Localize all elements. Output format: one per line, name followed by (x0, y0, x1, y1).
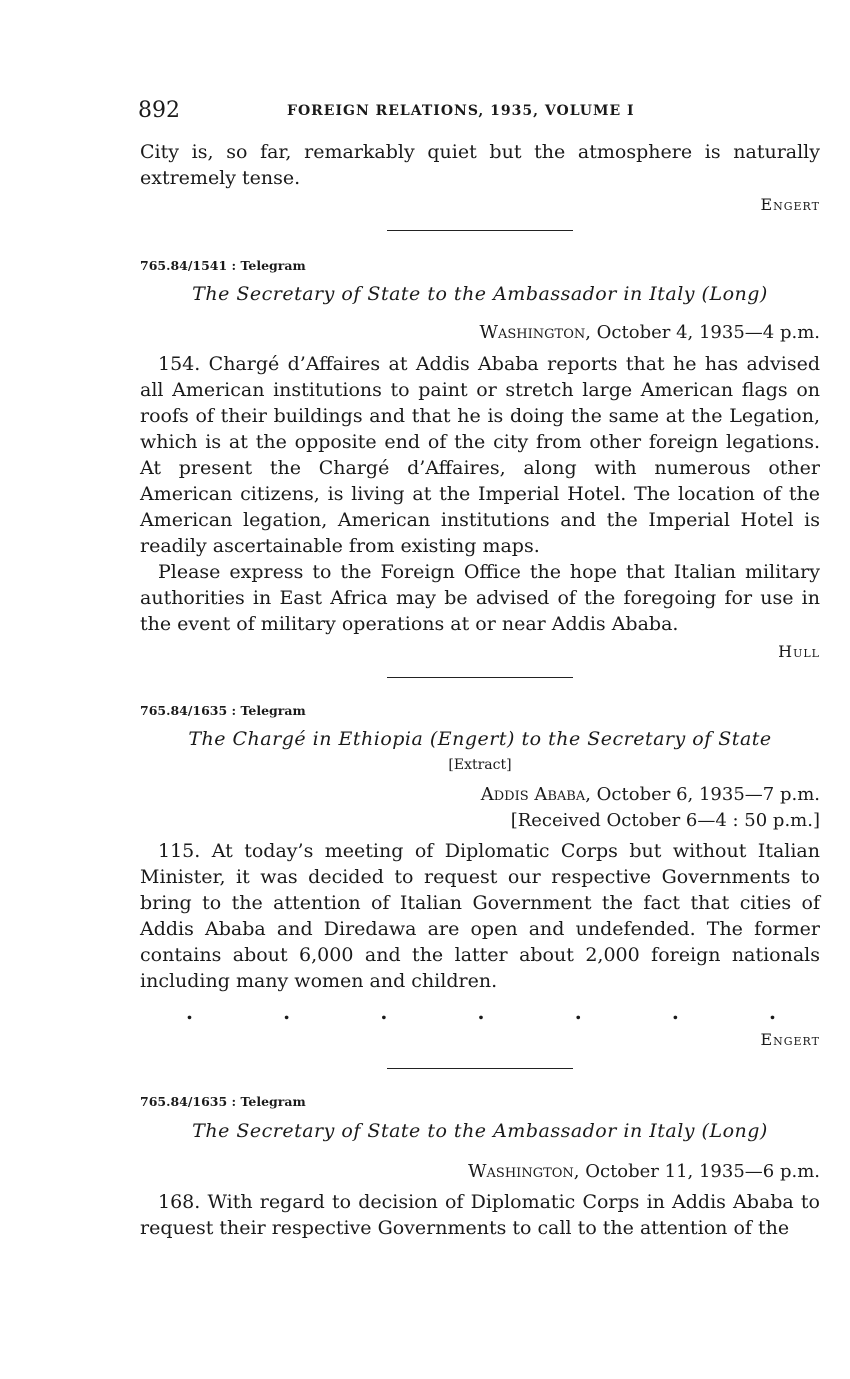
ellipsis-dot: . (574, 1000, 582, 1024)
paragraph-168: 168. With regard to decision of Diplomatic Corps in Addis Ababa to request their respective Governments to call to the attention of the (140, 1191, 820, 1239)
ellipsis-dot: . (769, 1000, 776, 1024)
document-title-3: The Secretary of State to the Ambassador in Italy (Long) (192, 1120, 768, 1142)
section-divider-2 (387, 677, 573, 678)
dateline-date-2: , October 6, 1935—7 p.m. (585, 784, 820, 805)
signature-engert-2: Engert (760, 1030, 820, 1049)
ellipsis-dot: . (671, 1000, 679, 1024)
dateline-3 (140, 1159, 820, 1185)
ellipsis-dot: . (186, 1000, 193, 1024)
dateline-place-2: Addis Ababa (480, 784, 586, 805)
signature-engert-1: Engert (760, 195, 820, 214)
dateline-place-3: Washington (468, 1161, 574, 1182)
page-header (140, 96, 820, 132)
file-reference-2: 765.84/1635 : Telegram (140, 703, 306, 718)
dateline-1 (140, 320, 820, 346)
ellipsis-dot: . (477, 1000, 485, 1024)
document-title-1: The Secretary of State to the Ambassador in Italy (Long) (192, 283, 768, 305)
running-title: FOREIGN RELATIONS, 1935, VOLUME I (287, 103, 635, 119)
section-divider-1 (387, 230, 573, 231)
ellipsis-row (140, 1002, 820, 1022)
file-reference-3: 765.84/1635 : Telegram (140, 1094, 306, 1109)
extract-note: [Extract] (448, 757, 512, 773)
document-title-2: The Chargé in Ethiopia (Engert) to the Secretary of State (188, 728, 772, 750)
document-page (140, 96, 820, 1241)
dateline-date-1: , October 4, 1935—4 p.m. (585, 322, 820, 343)
received-line: [Received October 6—4 : 50 p.m.] (510, 810, 820, 831)
file-reference-1: 765.84/1541 : Telegram (140, 258, 306, 273)
page-number: 892 (138, 98, 180, 123)
section-divider-3 (387, 1068, 573, 1069)
continuation-text: City is, so far, remarkably quiet but the atmosphere is naturally extremely tense. (140, 141, 820, 189)
dateline-date-3: , October 11, 1935—6 p.m. (573, 1161, 820, 1182)
paragraph-please-express: Please express to the Foreign Office the hope that Italian military authorities in East Africa may be advised of the foregoing for use in the event of military operations at or near Addis Ababa. (140, 561, 820, 635)
paragraph-115: 115. At today’s meeting of Diplomatic Corps but without Italian Minister, it was decided to request our respective Governments to bring to the attention of Italian Government the fact that cities of Addis Ababa and Diredawa are open and undefended. The former contains about 6,000 and the latter about 2,000 foreign nationals including many women and children. (140, 840, 820, 992)
dateline-2 (140, 782, 820, 808)
paragraph-154: 154. Chargé d’Affaires at Addis Ababa reports that he has advised all American institutions to paint or stretch large American flags on roofs of their buildings and that he is doing the same at the Legation, which is at the opposite end of the city from other foreign legations. At present the Chargé d’Affaires, along with numerous other American citizens, is living at the Imperial Hotel. The location of the American legation, American institutions and the Imperial Hotel is readily ascertainable from existing maps. (140, 353, 820, 557)
ellipsis-dot: . (283, 1000, 291, 1024)
signature-hull: Hull (778, 642, 820, 661)
dateline-place-1: Washington (479, 322, 586, 343)
ellipsis-dot: . (380, 1000, 388, 1024)
